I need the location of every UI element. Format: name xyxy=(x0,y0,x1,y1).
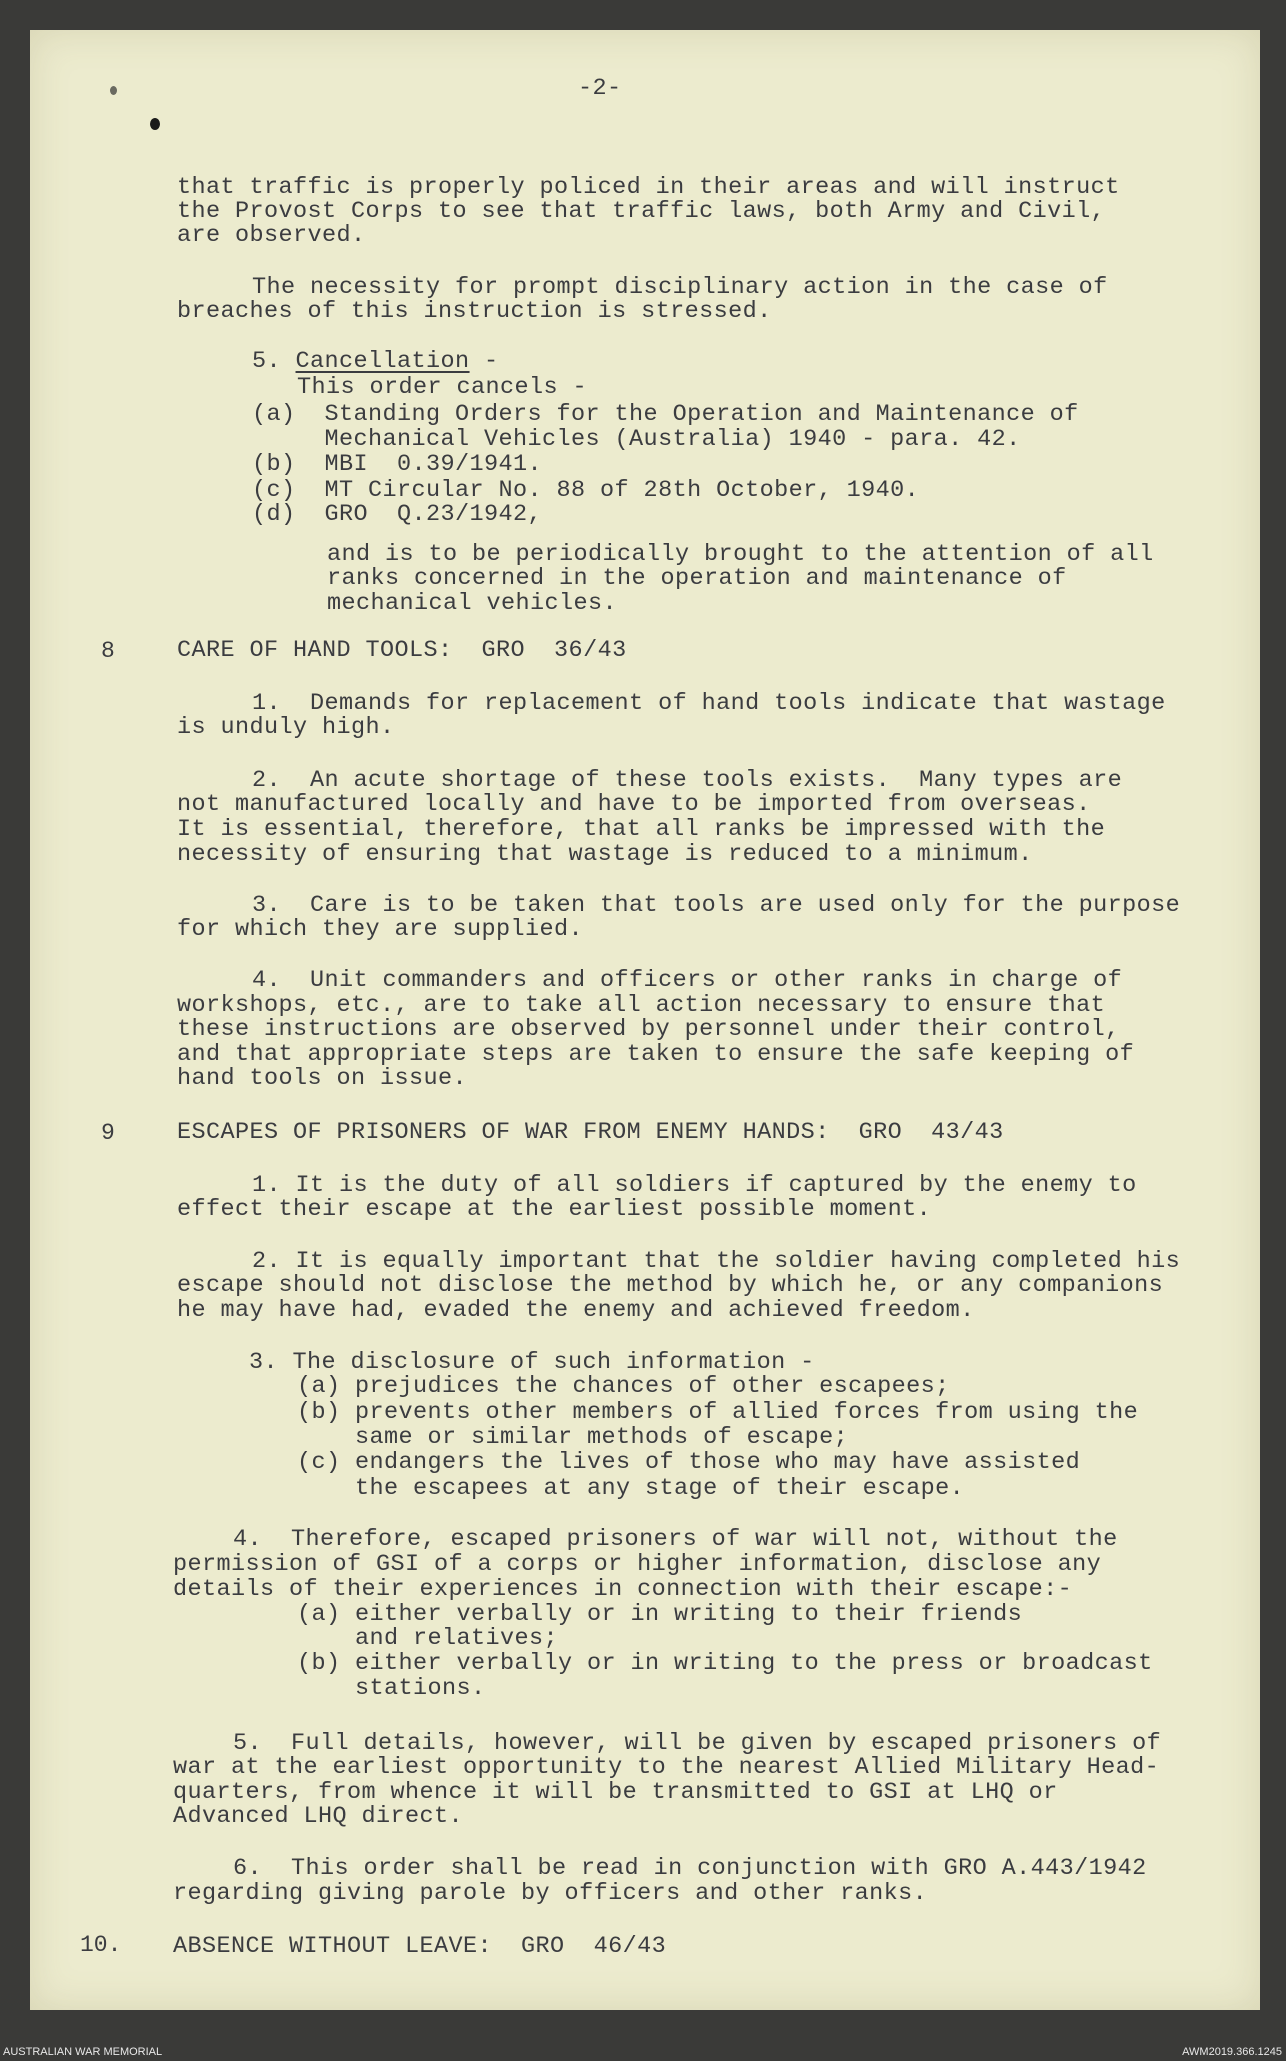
text-line: details of their experiences in connection with their escape:- xyxy=(173,1576,1073,1603)
text-line: that traffic is properly policed in their areas and will instruct xyxy=(177,174,1120,201)
punch-hole xyxy=(110,86,117,95)
item-number: 10. xyxy=(80,1932,122,1958)
text-line: are observed. xyxy=(177,222,366,249)
text-line: (c) endangers the lives of those who may have assisted xyxy=(297,1449,1081,1476)
text-line: escape should not disclose the method by which he, or any companions xyxy=(177,1272,1164,1299)
text-line: ranks concerned in the operation and maintenance of xyxy=(327,565,1067,592)
punch-hole xyxy=(150,118,160,130)
text-line: regarding giving parole by officers and other ranks. xyxy=(173,1880,928,1907)
text-line: 1. Demands for replacement of hand tools indicate that wastage xyxy=(252,690,1166,717)
text-line: 1. It is the duty of all soldiers if captured by the enemy to xyxy=(252,1172,1137,1199)
item-number: 9 xyxy=(101,1120,115,1146)
text-line: quarters, from whence it will be transmitted to GSI at LHQ or xyxy=(173,1779,1058,1806)
cancellation-heading xyxy=(252,349,499,375)
text-line: It is essential, therefore, that all ranks be impressed with the xyxy=(177,816,1106,843)
text-line: workshops, etc., are to take all action necessary to ensure that xyxy=(177,992,1106,1019)
text-line: permission of GSI of a corps or higher information, disclose any xyxy=(173,1551,1102,1578)
text-line: he may have had, evaded the enemy and achieved freedom. xyxy=(177,1297,975,1324)
text-line: not manufactured locally and have to be imported from overseas. xyxy=(177,791,1091,818)
text-line: (d) GRO Q.23/1942, xyxy=(252,501,543,528)
text-line: effect their escape at the earliest possible moment. xyxy=(177,1196,932,1223)
text-line: Advanced LHQ direct. xyxy=(173,1803,464,1830)
section-heading: ESCAPES OF PRISONERS OF WAR FROM ENEMY HANDS: GRO 43/43 xyxy=(177,1119,1004,1146)
text-line: Mechanical Vehicles (Australia) 1940 - para. 42. xyxy=(252,426,1021,453)
text-line: (b) prevents other members of allied forces from using the xyxy=(297,1399,1139,1426)
page-number: -2- xyxy=(578,75,622,102)
section-heading: ABSENCE WITHOUT LEAVE: GRO 46/43 xyxy=(173,1933,667,1960)
footer-right: AWM2019.366.1245 xyxy=(1182,2046,1282,2058)
footer-left: AUSTRALIAN WAR MEMORIAL xyxy=(3,2046,163,2058)
text-line: (b) either verbally or in writing to the press or broadcast xyxy=(297,1650,1153,1677)
text-line: same or similar methods of escape; xyxy=(297,1424,849,1451)
text-line: 6. This order shall be read in conjunction with GRO A.443/1942 xyxy=(233,1855,1147,1882)
text-line: 5. Full details, however, will be given by escaped prisoners of xyxy=(233,1730,1162,1757)
text-line: 3. Care is to be taken that tools are used only for the purpose xyxy=(252,892,1181,919)
text-line: necessity of ensuring that wastage is reduced to a minimum. xyxy=(177,841,1033,868)
text-line: the escapees at any stage of their escape. xyxy=(297,1475,965,1502)
text-line: and is to be periodically brought to the attention of all xyxy=(327,541,1154,568)
text-line: 4. Unit commanders and officers or other ranks in charge of xyxy=(252,967,1123,994)
text-line: 3. The disclosure of such information - xyxy=(249,1349,815,1376)
text-line: (a) prejudices the chances of other escapees; xyxy=(297,1373,950,1400)
text-line: mechanical vehicles. xyxy=(327,590,618,617)
cancellation-title: Cancellation xyxy=(295,348,470,375)
text-line: for which they are supplied. xyxy=(177,916,584,943)
text-line: breaches of this instruction is stressed. xyxy=(177,298,772,325)
text-line: (a) either verbally or in writing to their friends xyxy=(297,1601,1023,1628)
text-line: (b) MBI 0.39/1941. xyxy=(252,451,543,478)
text-line: hand tools on issue. xyxy=(177,1065,468,1092)
text-line: and relatives; xyxy=(297,1625,559,1652)
text-line: - xyxy=(469,348,499,375)
text-line: these instructions are observed by personnel under their control, xyxy=(177,1016,1120,1043)
text-line: 4. Therefore, escaped prisoners of war will not, without the xyxy=(233,1526,1118,1553)
text-line: is unduly high. xyxy=(177,714,395,741)
text-line: 5. xyxy=(252,348,296,375)
text-line: (c) MT Circular No. 88 of 28th October, 1940. xyxy=(252,477,920,504)
text-line: stations. xyxy=(297,1675,486,1702)
text-line: 2. An acute shortage of these tools exists. Many types are xyxy=(252,767,1123,794)
text-line: This order cancels - xyxy=(297,374,588,401)
text-line: war at the earliest opportunity to the nearest Allied Military Head- xyxy=(173,1754,1160,1781)
text-line: 2. It is equally important that the soldier having completed his xyxy=(252,1248,1181,1275)
item-number: 8 xyxy=(101,638,115,664)
text-line: (a) Standing Orders for the Operation and Maintenance of xyxy=(252,401,1079,428)
text-line: and that appropriate steps are taken to ensure the safe keeping of xyxy=(177,1041,1135,1068)
section-heading: CARE OF HAND TOOLS: GRO 36/43 xyxy=(177,637,627,664)
text-line: the Provost Corps to see that traffic laws, both Army and Civil, xyxy=(177,198,1106,225)
text-line: The necessity for prompt disciplinary action in the case of xyxy=(252,274,1108,301)
